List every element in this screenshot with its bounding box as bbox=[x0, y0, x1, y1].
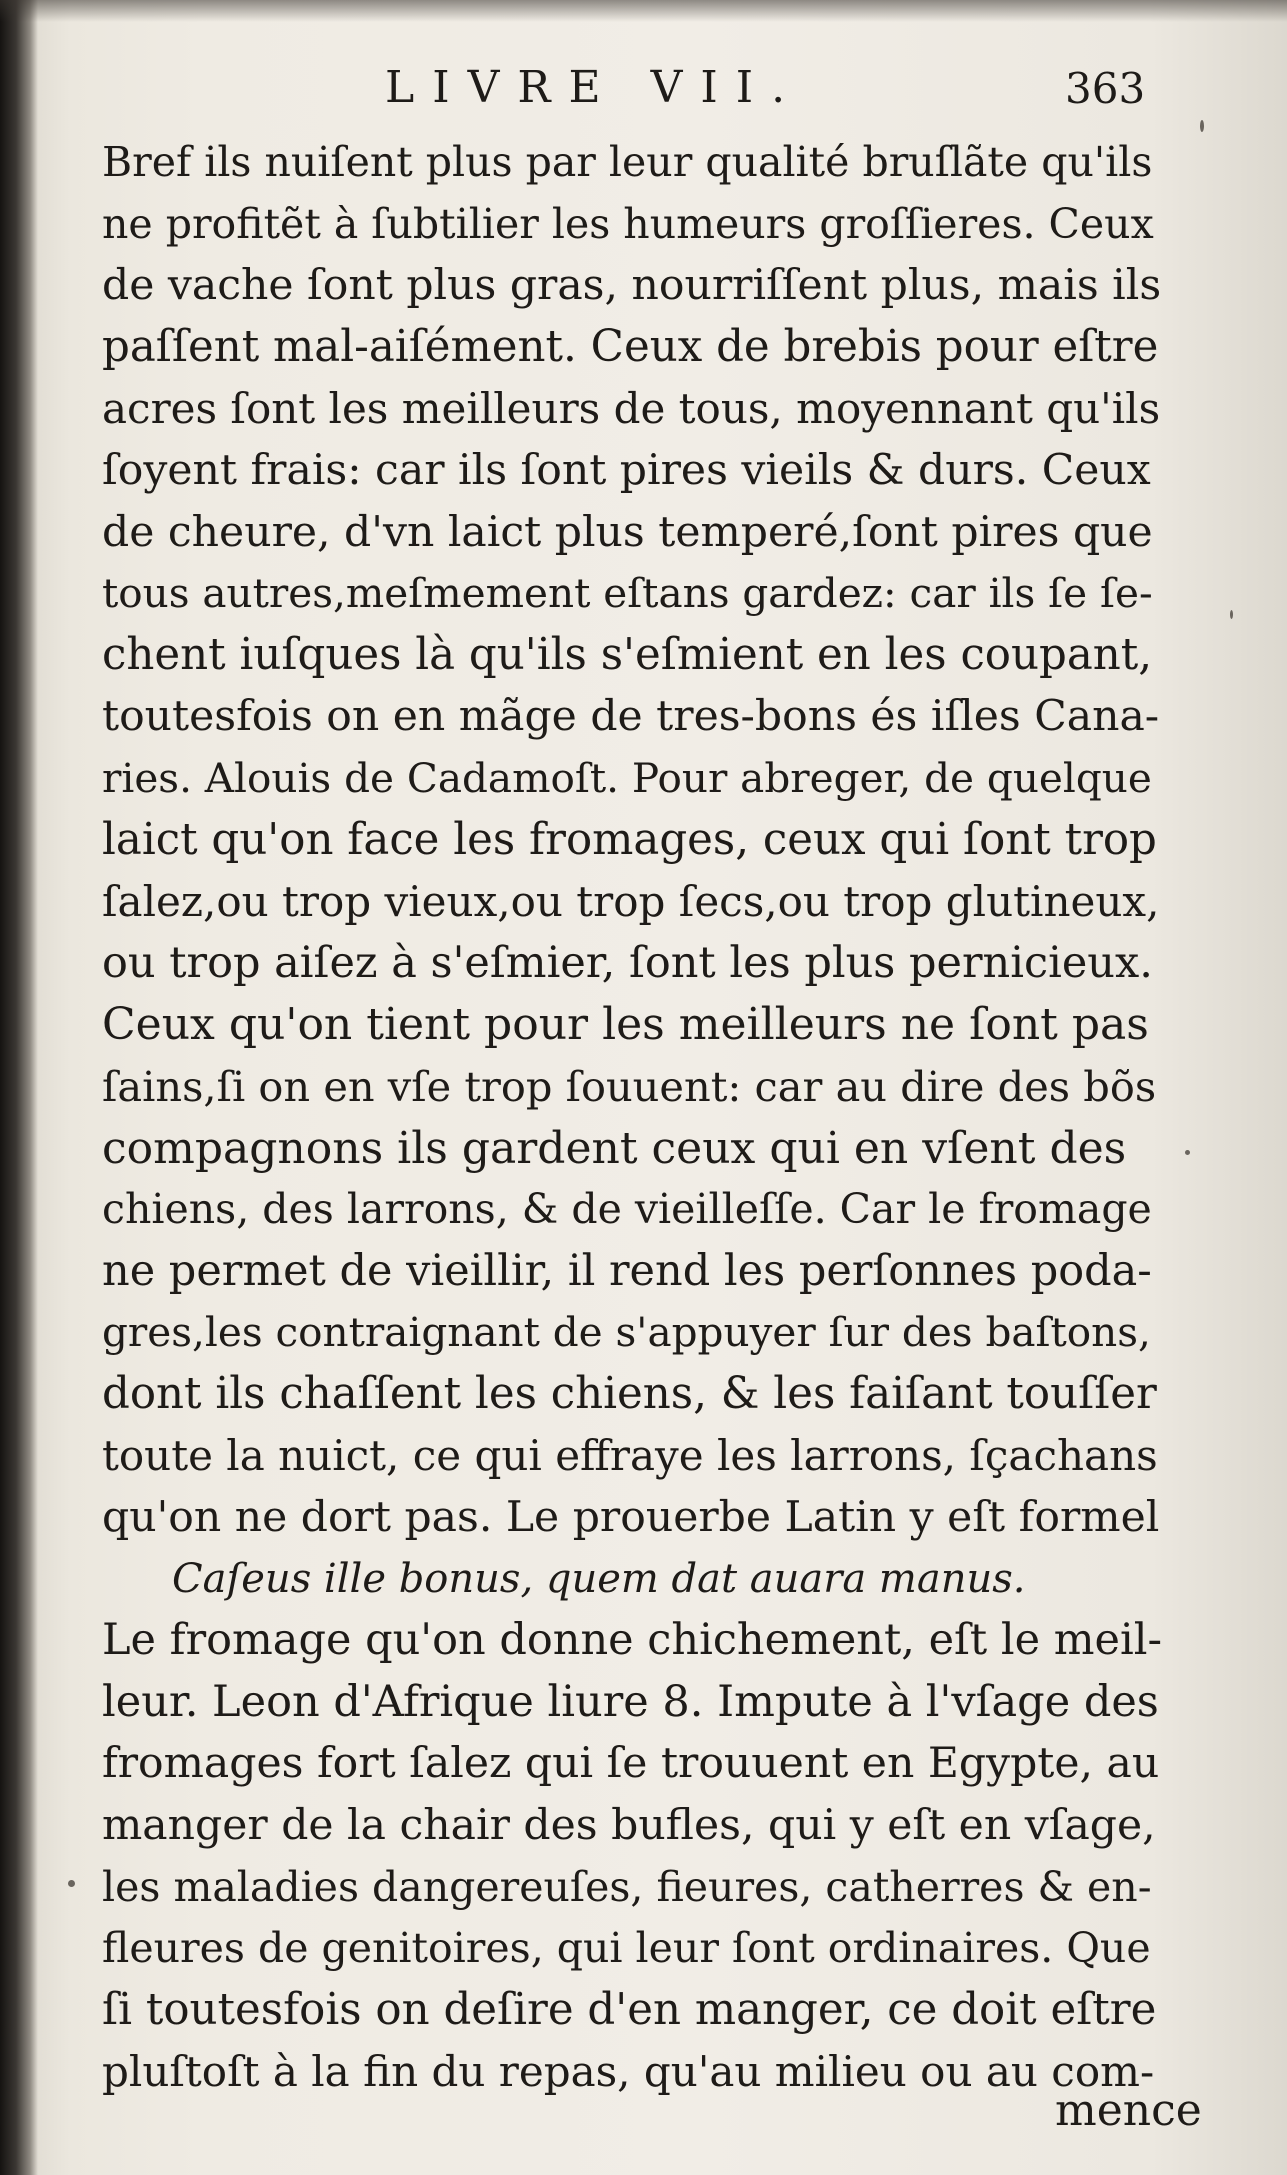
text-line: acres ſont les meilleurs de tous, moyennant qu'ils bbox=[102, 384, 1161, 434]
text-line: leur. Leon d'Afrique liure 8. Impute à l'vſage des bbox=[102, 1676, 1159, 1727]
text-line: tous autres,meſmement eſtans gardez: car ils ſe ſe- bbox=[102, 569, 1153, 618]
ink-speck bbox=[68, 1880, 75, 1887]
text-line: chiens, des larrons, & de vieilleſſe. Car le fromage bbox=[102, 1185, 1152, 1234]
text-line: ſoyent frais: car ils ſont pires vieils & durs. Ceux bbox=[102, 445, 1151, 495]
text-line: compagnons ils gardent ceux qui en vſent des bbox=[102, 1122, 1127, 1174]
text-line: manger de la chair des bufles, qui y eſt en vſage, bbox=[102, 1801, 1156, 1851]
text-line: de vache ſont plus gras, nourriſſent plus, mais ils bbox=[102, 261, 1162, 311]
text-line: ſi toutesfois on deſire d'en manger, ce doit eſtre bbox=[102, 1984, 1157, 2035]
ink-speck bbox=[1185, 1150, 1190, 1155]
page-top-shadow bbox=[0, 0, 1287, 22]
ink-speck bbox=[1230, 610, 1233, 619]
text-line: ſains,ſi on en vſe trop ſouuent: car au dire des bõs bbox=[102, 1061, 1157, 1111]
text-line: chent iuſques là qu'ils s'eſmient en les coupant, bbox=[102, 629, 1153, 680]
running-head: LIVRE VII. bbox=[385, 62, 804, 113]
text-line: dont ils chaſſent les chiens, & les faiſant touſſer bbox=[102, 1368, 1157, 1419]
catchword: mence bbox=[1055, 2085, 1202, 2136]
text-line: Le fromage qu'on donne chichement, eſt le meil- bbox=[102, 1615, 1162, 1666]
text-line: ries. Alouis de Cadamoſt. Pour abreger, de quelque bbox=[102, 753, 1152, 802]
text-line: ou trop aiſez à s'eſmier, ſont les plus pernicieux. bbox=[102, 937, 1153, 988]
text-line: ne permet de vieillir, il rend les perſonnes poda- bbox=[102, 1245, 1152, 1296]
text-line: Ceux qu'on tient pour les meilleurs ne ſont pas bbox=[102, 999, 1149, 1051]
text-line: Bref ils nuiſent plus par leur qualité bruſlãte qu'ils bbox=[102, 138, 1153, 186]
page-number: 363 bbox=[1065, 64, 1146, 113]
text-line: paſſent mal-aiſément. Ceux de brebis pour eſtre bbox=[102, 321, 1159, 372]
text-block bbox=[102, 132, 1162, 2103]
text-line: ne profitẽt à ſubtilier les humeurs groſſieres. Ceux bbox=[102, 199, 1154, 248]
text-line: qu'on ne dort pas. Le prouerbe Latin y eſt formel bbox=[102, 1493, 1160, 1543]
text-line: toutesfois on en mãge de tres-bons és iſles Cana- bbox=[102, 692, 1160, 742]
text-line: fleures de genitoires, qui leur ſont ordinaires. Que bbox=[102, 1924, 1151, 1973]
text-line: toute la nuict, ce qui effraye les larrons, ſçachans bbox=[102, 1431, 1158, 1481]
text-line: les maladies dangereuſes, fieures, catherres & en- bbox=[102, 1862, 1152, 1911]
text-line: de cheure, d'vn laict plus temperé,ſont pires que bbox=[102, 507, 1153, 557]
text-line: gres,les contraignant de s'appuyer ſur des baſtons, bbox=[102, 1308, 1151, 1357]
ink-speck bbox=[1200, 120, 1204, 132]
text-line: fromages fort ſalez qui ſe trouuent en Egypte, au bbox=[102, 1739, 1160, 1789]
text-line: pluſtoſt à la fin du repas, qu'au milieu ou au com- bbox=[102, 2047, 1155, 2097]
page-header bbox=[385, 62, 1205, 132]
latin-proverb: Caſeus ille bonus, quem dat auara manus. bbox=[172, 1555, 1026, 1602]
text-line: ſalez,ou trop vieux,ou trop ſecs,ou trop glutineux, bbox=[102, 877, 1160, 927]
binding-edge bbox=[0, 0, 38, 2175]
text-line: laict qu'on face les fromages, ceux qui ſont trop bbox=[102, 814, 1157, 865]
